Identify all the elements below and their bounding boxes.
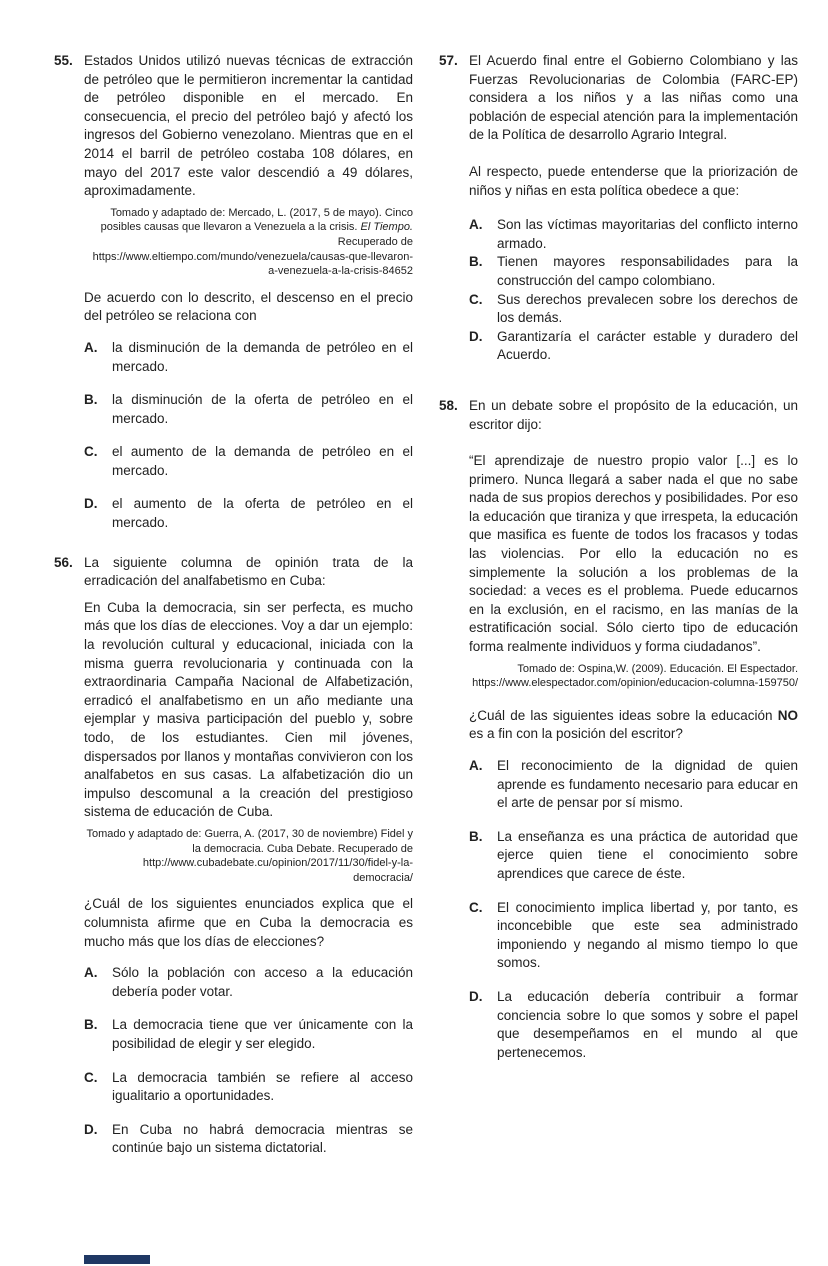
option-b: [84, 391, 413, 428]
option-letter: C.: [84, 444, 98, 460]
option-letter: B.: [84, 392, 98, 408]
option-letter: D.: [84, 1121, 98, 1137]
option-b: [469, 828, 798, 884]
source-citation: Tomado de: Ospina,W. (2009). Educación. El Espectador. https://www.elespectador.com/opinion/educacion-columna-159750/: [472, 662, 798, 690]
option-text: Garantizaría el carácter estable y duradero del Acuerdo.: [497, 328, 798, 363]
option-letter: A.: [469, 217, 483, 233]
option-letter: C.: [84, 1069, 98, 1085]
option-c: [84, 443, 413, 480]
question-56: [54, 554, 413, 1173]
option-letter: D.: [469, 328, 483, 344]
question-stem: Al respecto, puede entenderse que la priorización de niños y niñas en esta política obedece a que:: [469, 163, 798, 198]
option-text: La democracia también se refiere al acceso igualitario a oportunidades.: [112, 1069, 413, 1104]
option-c: [469, 291, 798, 328]
question-content: [84, 52, 413, 548]
option-text: En Cuba no habrá democracia mientras se continúe bajo un sistema dictatorial.: [112, 1121, 413, 1156]
quoted-column-text: En Cuba la democracia, sin ser perfecta, es mucho más que los días de elecciones. Voy a dar un ejemplo: la revolución cultural y educacional, iniciada con la misma guerra revolucionaria y continuada con la extraordinaria Campaña Nacional de Alfabetización, erradicó el analfabetismo en un año mediante una ejemplar y masiva participación del pueblo y, sobre todo, de los estudiantes. Cien mil jóvenes, dispersados por llanos y montañas convivieron con los analfabetos en sus casas. La alfabetización dio un impulso descomunal a la creación del prestigioso sistema de educación de Cuba.: [84, 599, 413, 820]
option-b: [469, 253, 798, 290]
option-a: [84, 964, 413, 1001]
option-text: el aumento de la oferta de petróleo en el mercado.: [112, 496, 413, 531]
option-letter: C.: [469, 899, 483, 915]
option-letter: B.: [469, 254, 483, 270]
question-stem: De acuerdo con lo descrito, el descenso en el precio del petróleo se relaciona con: [84, 289, 413, 324]
option-letter: D.: [84, 496, 98, 512]
option-text: el aumento de la demanda de petróleo en el mercado.: [112, 444, 413, 478]
option-a: [469, 216, 798, 253]
stem-text: ¿Cuál de las siguientes ideas sobre la educación: [469, 707, 778, 723]
question-intro: La siguiente columna de opinión trata de la erradicación del analfabetismo en Cuba:: [84, 554, 413, 589]
option-text: El reconocimiento de la dignidad de quien aprende es fundamento necesario para educar en el arte de pensar por sí mismo.: [497, 758, 798, 811]
option-a: [84, 339, 413, 376]
citation-text: Tomado y adaptado de: Mercado, L. (2017, 5 de mayo). Cinco posibles causas que llevaron a Venezuela a la crisis.: [100, 206, 413, 234]
question-content: [469, 397, 798, 1077]
question-stem: [469, 707, 798, 744]
options-list: [84, 964, 413, 1158]
options-list: [469, 216, 798, 365]
question-body: El Acuerdo final entre el Gobierno Colombiano y las Fuerzas Revolucionarias de Colombia (FARC-EP) considera a los niños y a las niñas como una población de especial atención para la implementación de la Política de desarrollo Agrario Integral.: [469, 53, 798, 143]
question-content: [469, 52, 798, 365]
quoted-speech-text: “El aprendizaje de nuestro propio valor [...] es lo primero. Nunca llegará a saber nada el que no sabe nada de sus propios derechos y posibilidades. Por eso la educación que tiraniza y que irrespeta, la educación que masifica es fuente de todos los fracasos y todas las violencias. Por ello la educación no es simplemente la solución a los problemas de la sociedad: a veces es el problema. Puede educarnos en la exclusión, en el racismo, en las manías de la estratificación social. Sólo cierto tipo de educación forma realmente individuos y forma ciudadanos”.: [469, 453, 798, 655]
option-letter: D.: [469, 988, 483, 1004]
option-c: [469, 899, 798, 973]
inter-question-spacer: [439, 371, 798, 397]
option-c: [84, 1069, 413, 1106]
option-letter: B.: [469, 828, 483, 844]
option-d: [469, 988, 798, 1062]
option-text: La democracia tiene que ver únicamente con la posibilidad de elegir y ser elegido.: [112, 1017, 413, 1051]
options-list: [84, 339, 413, 533]
citation-source-italic: El Tiempo.: [360, 221, 413, 234]
source-citation: Tomado y adaptado de: Guerra, A. (2017, 30 de noviembre) Fidel y la democracia. Cuba Debate. Recuperado de http://www.cubadebate.cu/opinion/2017/11/30/fidel-y-la-democracia/: [86, 827, 413, 884]
source-citation: [84, 206, 413, 279]
question-55: [54, 52, 413, 548]
option-a: [469, 757, 798, 813]
option-text: la disminución de la oferta de petróleo en el mercado.: [112, 392, 413, 426]
question-intro: En un debate sobre el propósito de la educación, un escritor dijo:: [469, 397, 798, 432]
question-stem: ¿Cuál de los siguientes enunciados explica que el columnista afirme que en Cuba la democracia es mucho más que los días de elecciones?: [84, 896, 413, 949]
stem-emphasis-no: NO: [777, 707, 798, 723]
option-text: La educación debería contribuir a formar conciencia sobre lo que somos y sobre el papel que desempeñamos en el mundo al que pertenecemos.: [497, 988, 798, 1060]
option-letter: A.: [84, 965, 98, 981]
question-57: [439, 52, 798, 365]
question-number: 55.: [54, 53, 73, 68]
stem-text: es a fin con la posición del escritor?: [469, 726, 683, 742]
option-text: Tienen mayores responsabilidades para la construcción del campo colombiano.: [497, 254, 798, 288]
option-d: [84, 495, 413, 532]
column-right: [439, 52, 798, 1179]
option-text: La enseñanza es una práctica de autoridad que ejerce quien tiene el conocimiento sobre aprendices que carece de éste.: [497, 828, 798, 881]
question-content: [84, 554, 413, 1173]
option-text: Sus derechos prevalecen sobre los derechos de los demás.: [497, 291, 798, 326]
question-58: [439, 397, 798, 1077]
column-left: [54, 52, 413, 1179]
question-number: 56.: [54, 554, 73, 570]
citation-url: Recuperado de https://www.eltiempo.com/mundo/venezuela/causas-que-llevaron-a-venezuela-a-la-crisis-84652: [92, 235, 413, 278]
question-number: 57.: [439, 53, 458, 68]
option-b: [84, 1016, 413, 1053]
question-number: 58.: [439, 397, 458, 413]
option-text: Sólo la población con acceso a la educación debería poder votar.: [112, 965, 413, 999]
footer-accent-bar: [84, 1255, 150, 1264]
option-letter: A.: [469, 758, 483, 773]
option-text: Son las víctimas mayoritarias del conflicto interno armado.: [497, 217, 798, 251]
option-letter: C.: [469, 291, 483, 307]
option-text: El conocimiento implica libertad y, por tanto, es inconcebible que este sea administrado imponiendo y negando al mismo tiempo lo que somos.: [497, 899, 798, 971]
option-letter: A.: [84, 339, 98, 355]
option-d: [84, 1121, 413, 1158]
option-text: la disminución de la demanda de petróleo en el mercado.: [112, 339, 413, 374]
options-list: [469, 757, 798, 1062]
question-body: Estados Unidos utilizó nuevas técnicas de extracción de petróleo que le permitieron incrementar la cantidad de petróleo disponible en el mercado. En consecuencia, el precio del petróleo bajó y afectó los ingresos del Gobierno venezolano. Mientras que en el 2014 el barril de petróleo costaba 108 dólares, en mayo del 2017 este valor descendió a 49 dólares, aproximadamente.: [84, 53, 413, 199]
option-letter: B.: [84, 1017, 98, 1033]
option-d: [469, 328, 798, 365]
